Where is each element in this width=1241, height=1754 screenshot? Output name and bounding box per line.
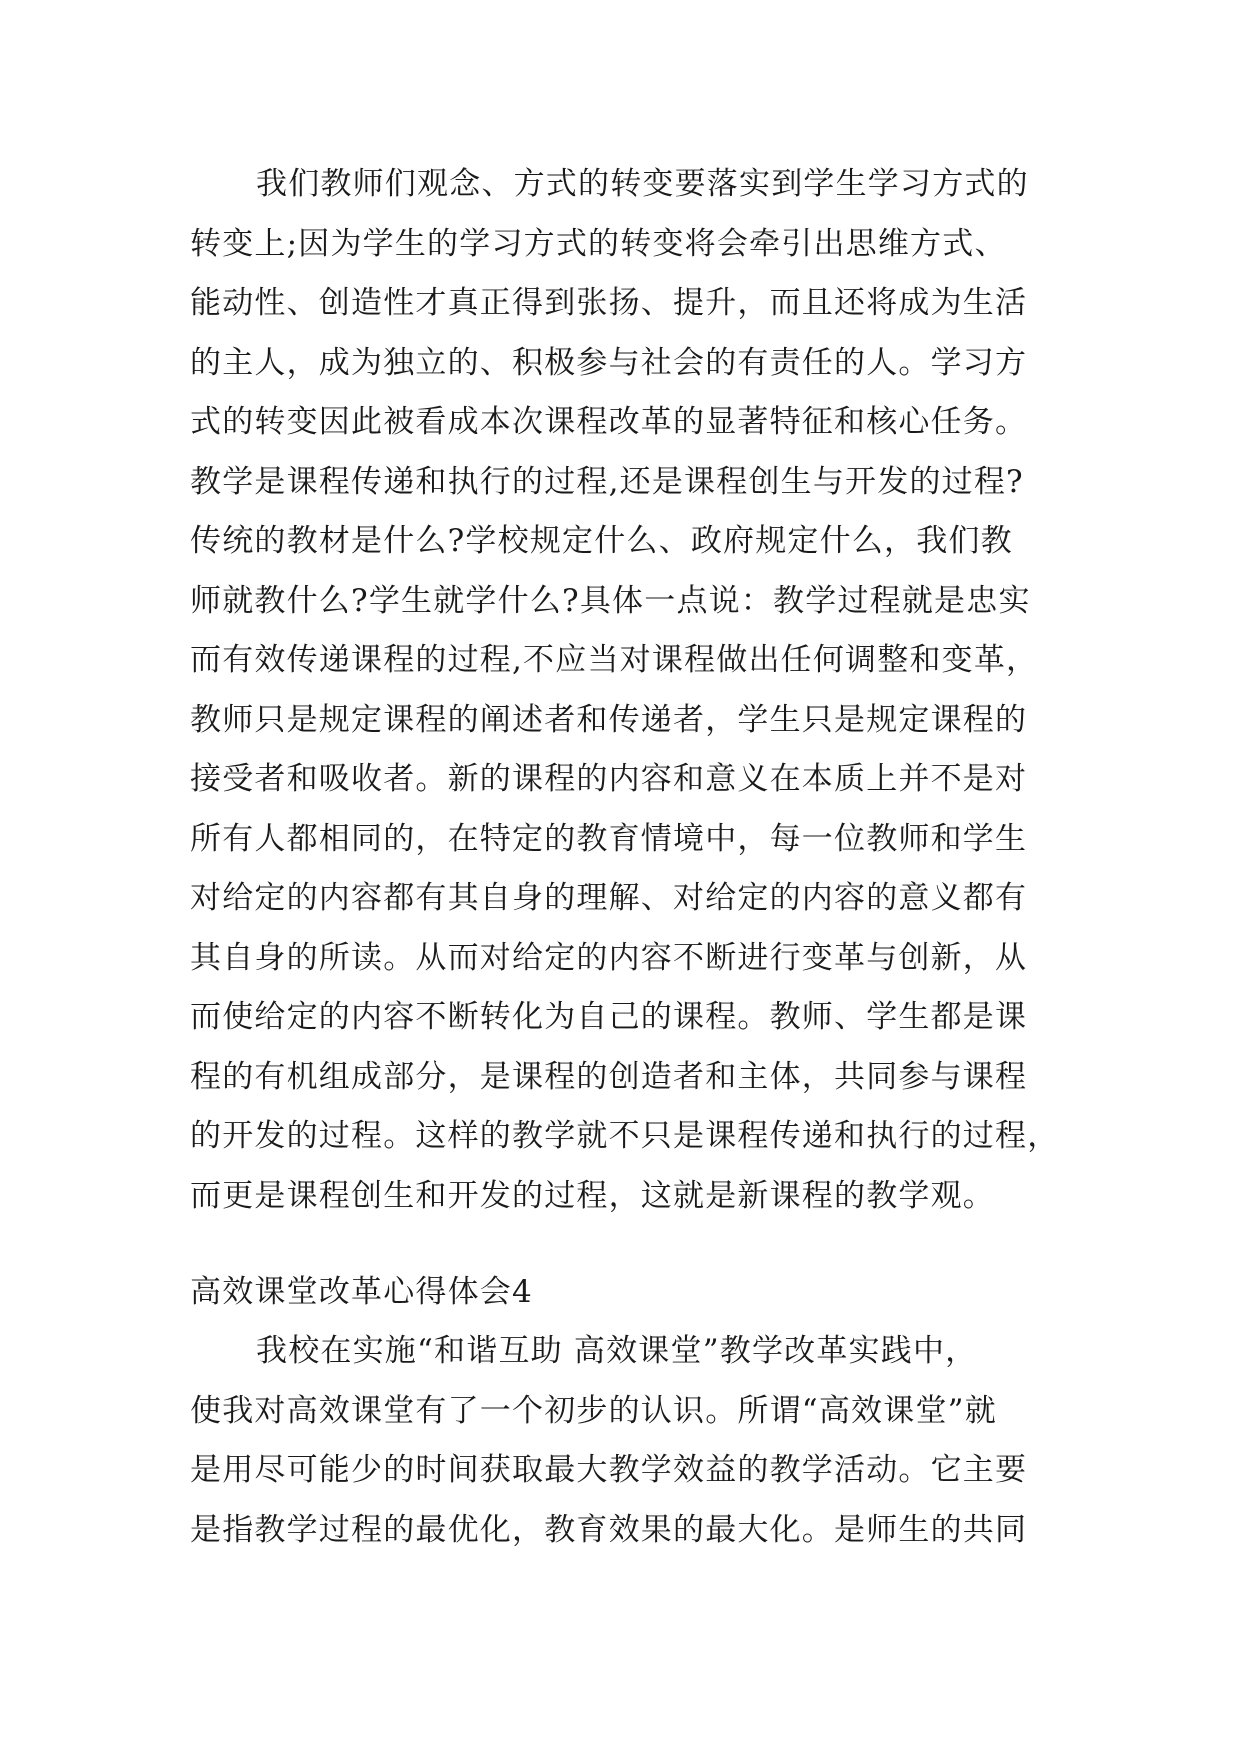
paragraph-2 [190, 1322, 1090, 1560]
paragraph-line: 接受者和吸收者。新的课程的内容和意义在本质上并不是对 [190, 761, 1028, 797]
paragraph-line: 的开发的过程。这样的教学就不只是课程传递和执行的过程， [190, 1118, 1060, 1154]
paragraph-line: 转变上;因为学生的学习方式的转变将会牵引出思维方式、 [190, 225, 1007, 262]
paragraph-line: 教师只是规定课程的阐述者和传递者，学生只是规定课程的 [190, 701, 1028, 738]
paragraph-line: 而使给定的内容不断转化为自己的课程。教师、学生都是课 [190, 999, 1028, 1035]
paragraph-line: 是用尽可能少的时间获取最大教学效益的教学活动。它主要 [190, 1452, 1028, 1488]
paragraph-line: 所有人都相同的，在特定的教育情境中，每一位教师和学生 [190, 820, 1028, 857]
paragraph-line: 而更是课程创生和开发的过程，这就是新课程的教学观。 [190, 1177, 995, 1214]
paragraph-line: 对给定的内容都有其自身的理解、对给定的内容的意义都有 [190, 880, 1028, 916]
paragraph-line: 我校在实施“和谐互助 高效课堂”教学改革实践中， [256, 1333, 978, 1369]
section-heading-block [190, 1263, 1090, 1323]
paragraph-line: 式的转变因此被看成本次课程改革的显著特征和核心任务。 [190, 404, 1028, 440]
paragraph-line: 传统的教材是什么?学校规定什么、政府规定什么，我们教 [190, 523, 1013, 559]
paragraph-line: 的主人，成为独立的、积极参与社会的有责任的人。学习方 [190, 344, 1028, 381]
paragraph-line: 是指教学过程的最优化，教育效果的最大化。是师生的共同 [190, 1511, 1028, 1548]
paragraph-line: 而有效传递课程的过程,不应当对课程做出任何调整和变革， [190, 642, 1039, 678]
paragraph-line: 师就教什么?学生就学什么?具体一点说：教学过程就是忠实 [190, 582, 1031, 619]
paragraph-line: 使我对高效课堂有了一个初步的认识。所谓“高效课堂”就 [190, 1392, 997, 1429]
paragraph-line: 我们教师们观念、方式的转变要落实到学生学习方式的 [256, 166, 1029, 202]
paragraph-line: 能动性、创造性才真正得到张扬、提升，而且还将成为生活 [190, 285, 1028, 321]
paragraph-1 [190, 155, 1090, 1226]
paragraph-line: 其自身的所读。从而对给定的内容不断进行变革与创新，从 [190, 939, 1028, 976]
paragraph-line: 程的有机组成部分，是课程的创造者和主体，共同参与课程 [190, 1058, 1028, 1095]
paragraph-line: 教学是课程传递和执行的过程,还是课程创生与开发的过程? [190, 463, 1024, 500]
section-heading: 高效课堂改革心得体会4 [190, 1274, 533, 1310]
